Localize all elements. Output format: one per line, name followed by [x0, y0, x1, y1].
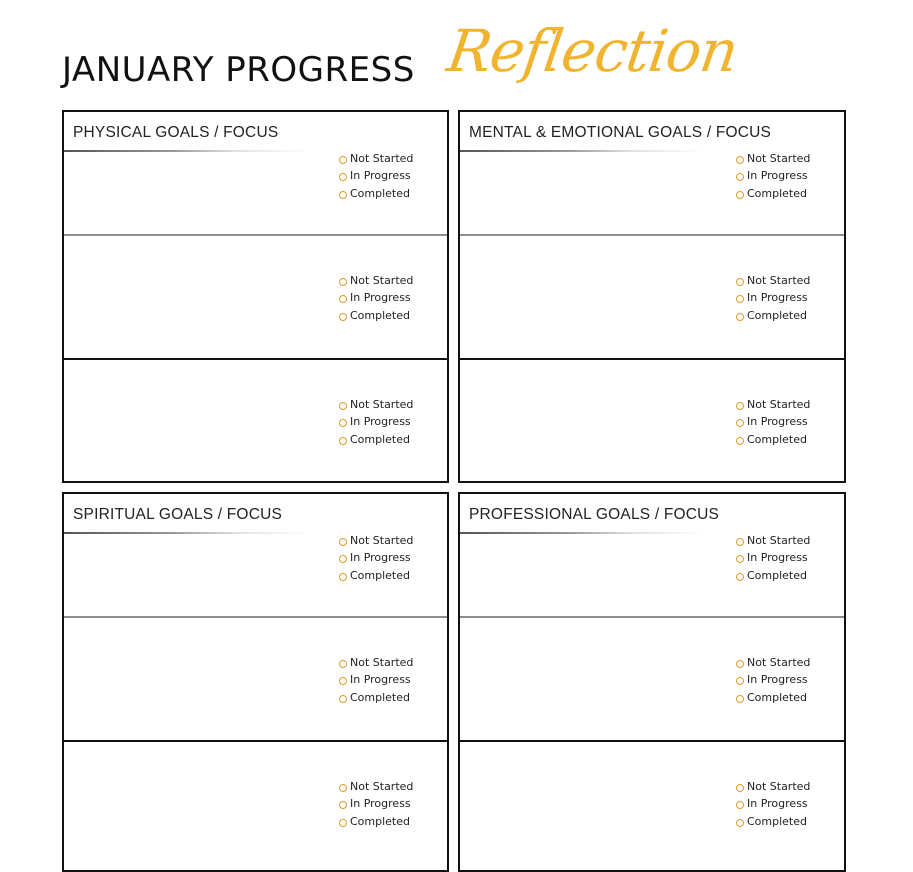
radio-circle-icon[interactable]: [339, 555, 347, 563]
status-label: In Progress: [747, 673, 808, 686]
status-options: [736, 532, 814, 584]
section-title: PROFESSIONAL GOALS / FOCUS: [469, 506, 720, 523]
status-label: Completed: [747, 187, 807, 200]
status-label: In Progress: [747, 169, 808, 182]
radio-circle-icon[interactable]: [339, 191, 347, 199]
status-label: In Progress: [350, 673, 411, 686]
status-label: Not Started: [747, 534, 811, 547]
status-option-completed[interactable]: [736, 307, 814, 324]
status-option-not-started[interactable]: [736, 396, 814, 413]
radio-circle-icon[interactable]: [736, 677, 744, 685]
status-option-completed[interactable]: [339, 689, 417, 706]
status-label: Not Started: [350, 152, 414, 165]
status-label: Completed: [350, 815, 410, 828]
goal-row[interactable]: [460, 740, 844, 864]
status-label: In Progress: [747, 415, 808, 428]
radio-circle-icon[interactable]: [736, 173, 744, 181]
status-option-in-progress[interactable]: [339, 671, 417, 688]
section-title-underline: [460, 150, 705, 152]
radio-circle-icon[interactable]: [736, 819, 744, 827]
status-option-completed[interactable]: [339, 431, 417, 448]
radio-circle-icon[interactable]: [736, 402, 744, 410]
radio-circle-icon[interactable]: [339, 695, 347, 703]
goal-row[interactable]: [64, 234, 447, 358]
radio-circle-icon[interactable]: [736, 313, 744, 321]
radio-circle-icon[interactable]: [736, 801, 744, 809]
status-label: Not Started: [350, 398, 414, 411]
status-label: In Progress: [747, 797, 808, 810]
status-option-not-started[interactable]: [736, 778, 814, 795]
status-label: Completed: [747, 433, 807, 446]
status-label: Completed: [747, 309, 807, 322]
radio-circle-icon[interactable]: [736, 278, 744, 286]
status-option-completed[interactable]: [339, 567, 417, 584]
section-mental-emotional: [458, 110, 846, 483]
status-option-completed[interactable]: [339, 813, 417, 830]
status-option-not-started[interactable]: [339, 272, 417, 289]
radio-circle-icon[interactable]: [736, 784, 744, 792]
radio-circle-icon[interactable]: [339, 295, 347, 303]
status-options: [736, 396, 814, 448]
status-option-not-started[interactable]: [339, 396, 417, 413]
status-label: Completed: [350, 569, 410, 582]
status-label: Not Started: [350, 780, 414, 793]
section-title: MENTAL & EMOTIONAL GOALS / FOCUS: [469, 124, 772, 141]
status-label: Completed: [350, 187, 410, 200]
status-label: In Progress: [747, 551, 808, 564]
status-option-not-started[interactable]: [736, 654, 814, 671]
status-label: In Progress: [747, 291, 808, 304]
status-option-in-progress[interactable]: [339, 549, 417, 566]
goal-row[interactable]: [460, 112, 844, 234]
status-options: [339, 272, 417, 324]
radio-circle-icon[interactable]: [736, 538, 744, 546]
status-label: Not Started: [747, 780, 811, 793]
radio-circle-icon[interactable]: [339, 660, 347, 668]
radio-circle-icon[interactable]: [339, 573, 347, 581]
status-option-not-started[interactable]: [339, 150, 417, 167]
status-label: Not Started: [350, 274, 414, 287]
status-option-in-progress[interactable]: [339, 167, 417, 184]
status-label: In Progress: [350, 797, 411, 810]
status-option-not-started[interactable]: [736, 532, 814, 549]
status-label: In Progress: [350, 291, 411, 304]
status-options: [339, 396, 417, 448]
status-option-in-progress[interactable]: [736, 671, 814, 688]
status-option-in-progress[interactable]: [736, 795, 814, 812]
status-option-in-progress[interactable]: [736, 289, 814, 306]
goal-row[interactable]: [460, 616, 844, 740]
section-spiritual: [62, 492, 449, 872]
radio-circle-icon[interactable]: [339, 801, 347, 809]
status-options: [736, 272, 814, 324]
radio-circle-icon[interactable]: [339, 313, 347, 321]
status-label: Not Started: [747, 398, 811, 411]
status-label: In Progress: [350, 169, 411, 182]
status-label: Completed: [350, 691, 410, 704]
status-label: In Progress: [350, 415, 411, 428]
radio-circle-icon[interactable]: [736, 191, 744, 199]
section-physical: [62, 110, 449, 483]
radio-circle-icon[interactable]: [736, 419, 744, 427]
radio-circle-icon[interactable]: [339, 538, 347, 546]
radio-circle-icon[interactable]: [736, 573, 744, 581]
radio-circle-icon[interactable]: [339, 402, 347, 410]
goal-row[interactable]: [460, 358, 844, 482]
radio-circle-icon[interactable]: [339, 173, 347, 181]
section-title-underline: [460, 532, 705, 534]
goal-row[interactable]: [64, 112, 447, 234]
status-option-not-started[interactable]: [339, 778, 417, 795]
goal-row[interactable]: [64, 616, 447, 740]
status-option-in-progress[interactable]: [339, 289, 417, 306]
status-option-in-progress[interactable]: [736, 413, 814, 430]
radio-circle-icon[interactable]: [339, 677, 347, 685]
status-label: Completed: [747, 815, 807, 828]
section-title-underline: [64, 532, 309, 534]
status-label: Not Started: [350, 534, 414, 547]
status-options: [736, 654, 814, 706]
status-label: Completed: [350, 309, 410, 322]
status-label: Completed: [747, 569, 807, 582]
status-option-in-progress[interactable]: [736, 167, 814, 184]
page-header: [62, 16, 762, 96]
status-option-not-started[interactable]: [339, 654, 417, 671]
page-title: JANUARY PROGRESS: [62, 50, 415, 90]
status-option-in-progress[interactable]: [339, 795, 417, 812]
status-option-completed[interactable]: [736, 431, 814, 448]
status-option-completed[interactable]: [736, 813, 814, 830]
goal-row[interactable]: [64, 358, 447, 482]
section-title-underline: [64, 150, 309, 152]
status-option-in-progress[interactable]: [339, 413, 417, 430]
radio-circle-icon[interactable]: [736, 437, 744, 445]
status-options: [339, 778, 417, 830]
radio-circle-icon[interactable]: [339, 156, 347, 164]
status-option-completed[interactable]: [339, 307, 417, 324]
status-label: Completed: [350, 433, 410, 446]
radio-circle-icon[interactable]: [339, 278, 347, 286]
status-option-completed[interactable]: [736, 185, 814, 202]
radio-circle-icon[interactable]: [339, 819, 347, 827]
status-option-completed[interactable]: [339, 185, 417, 202]
section-title: PHYSICAL GOALS / FOCUS: [73, 124, 279, 141]
status-option-completed[interactable]: [736, 689, 814, 706]
status-options: [339, 150, 417, 202]
status-option-not-started[interactable]: [736, 150, 814, 167]
radio-circle-icon[interactable]: [339, 419, 347, 427]
status-label: In Progress: [350, 551, 411, 564]
goal-row[interactable]: [460, 234, 844, 358]
goal-row[interactable]: [460, 494, 844, 616]
status-option-not-started[interactable]: [339, 532, 417, 549]
status-label: Not Started: [747, 656, 811, 669]
goal-row[interactable]: [64, 494, 447, 616]
section-professional: [458, 492, 846, 872]
status-options: [339, 654, 417, 706]
status-options: [736, 778, 814, 830]
status-label: Not Started: [747, 274, 811, 287]
radio-circle-icon[interactable]: [736, 156, 744, 164]
status-label: Completed: [747, 691, 807, 704]
radio-circle-icon[interactable]: [736, 695, 744, 703]
status-option-in-progress[interactable]: [736, 549, 814, 566]
radio-circle-icon[interactable]: [736, 295, 744, 303]
status-options: [339, 532, 417, 584]
radio-circle-icon[interactable]: [339, 784, 347, 792]
section-title: SPIRITUAL GOALS / FOCUS: [73, 506, 283, 523]
status-options: [736, 150, 814, 202]
goal-row[interactable]: [64, 740, 447, 864]
status-label: Not Started: [747, 152, 811, 165]
radio-circle-icon[interactable]: [736, 660, 744, 668]
status-option-completed[interactable]: [736, 567, 814, 584]
radio-circle-icon[interactable]: [736, 555, 744, 563]
status-option-not-started[interactable]: [736, 272, 814, 289]
page-title-script: Reflection: [443, 17, 742, 85]
radio-circle-icon[interactable]: [339, 437, 347, 445]
status-label: Not Started: [350, 656, 414, 669]
